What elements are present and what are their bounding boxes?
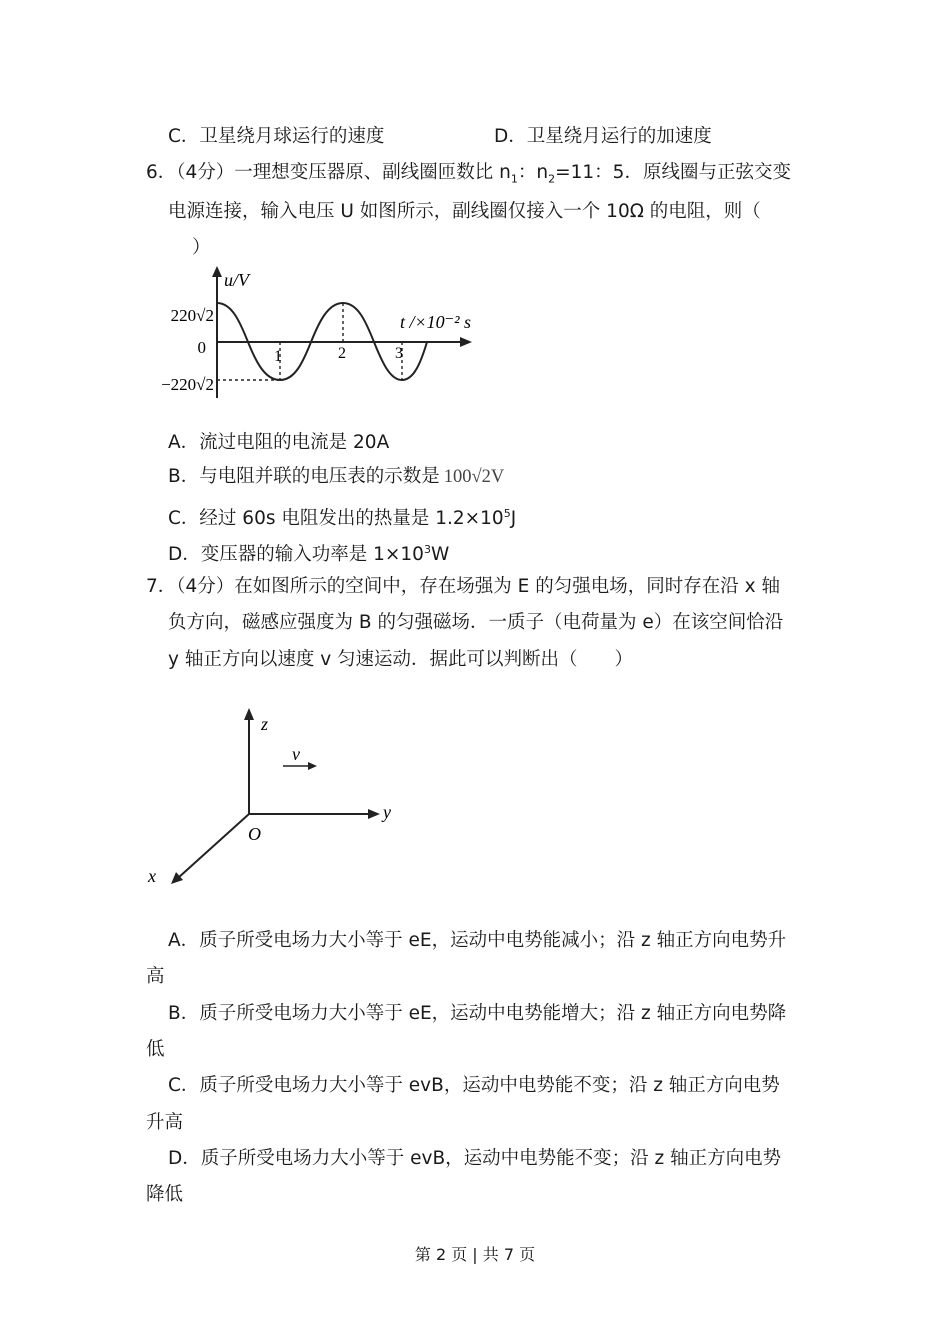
q7-option-c-line1: C．质子所受电场力大小等于 evB，运动中电势能不变；沿 z 轴正方向电势 [168,1075,780,1096]
tick3-label: 3 [395,345,403,362]
y-axis-arrow [368,809,380,819]
y-top-label: 220√2 [170,306,214,325]
q6-option-d-unit: W [430,544,450,566]
q7-option-d-line2: 降低 [146,1184,184,1205]
q6-n1-subscript: 1 [510,172,518,186]
q6-stem-line1 [146,160,791,193]
u-axis-label: u/V [224,270,249,290]
q6-voltage-graph [140,262,485,402]
y-zero-label: 0 [197,338,206,357]
q6-stem-line3: ） [192,237,211,258]
q6-option-c [168,501,516,532]
q6-option-b-text: B．与电阻并联的电压表的示数是 [168,466,440,487]
q7-stem-line2: 负方向，磁感应强度为 B 的匀强磁场．一质子（电荷量为 e）在该空间恰沿 [168,612,784,633]
q6-stem-line2: 电源连接，输入电压 U 如图所示，副线圈仅接入一个 10Ω 的电阻，则（ [168,201,761,222]
page-footer: 第 2 页 | 共 7 页 [414,1245,536,1264]
q6-option-a: A．流过电阻的电流是 20A [168,432,390,453]
tick1-label: 1 [274,348,282,365]
q7-option-a-line2: 高 [146,966,165,987]
q5-option-d: D．卫星绕月运行的加速度 [494,126,712,147]
q7-axes-diagram [140,700,410,890]
z-axis-arrow [244,708,254,720]
q6-option-c-exponent: 5 [503,507,511,520]
q7-stem-line1: 7．（4分）在如图所示的空间中，存在场强为 E 的匀强电场，同时存在沿 x 轴 [146,576,780,597]
t-axis-arrow [460,337,472,347]
velocity-arrowhead [308,762,317,770]
q7-option-d-line1: D．质子所受电场力大小等于 evB，运动中电势能不变；沿 z 轴正方向电势 [168,1148,782,1169]
u-axis-arrow [212,266,222,277]
y-label: y [383,802,391,822]
q7-option-b-line1: B．质子所受电场力大小等于 eE，运动中电势能增大；沿 z 轴正方向电势降 [168,1003,787,1024]
q6-stem-suffix: =11：5．原线圈与正弦交变 [555,162,791,183]
q5-option-c: C．卫星绕月球运行的速度 [168,126,385,147]
velocity-label: v [292,744,300,764]
q6-option-c-text: C．经过 60s 电阻发出的热量是 1.2×10 [168,508,504,530]
q7-option-c-line2: 升高 [146,1112,184,1133]
q6-option-d [168,537,449,568]
origin-label: O [248,824,261,844]
q6-n2-subscript: 2 [548,172,556,186]
tick2-label: 2 [338,345,346,362]
q6-option-d-text: D．变压器的输入功率是 1×10 [168,544,424,566]
q6-stem-prefix: 6．（4分）一理想变压器原、副线圈匝数比 n [146,162,511,183]
q6-option-b [168,464,504,490]
x-label: x [148,866,156,886]
t-axis-label: t /×10⁻² s [400,312,472,332]
z-label: z [261,714,269,734]
q7-stem-line3: y 轴正方向以速度 v 匀速运动．据此可以判断出（ ） [168,649,634,670]
q7-option-a-line1: A．质子所受电场力大小等于 eE，运动中电势能减小；沿 z 轴正方向电势升 [168,930,787,951]
q6-option-d-exponent: 3 [423,543,431,556]
x-axis [178,814,249,878]
q6-stem-mid: ：n [517,162,549,183]
y-bottom-label: −220√2 [161,375,214,394]
q7-option-b-line2: 低 [146,1039,165,1060]
q6-option-b-value: 100√2V [443,467,505,487]
q6-option-c-unit: J [510,508,517,530]
